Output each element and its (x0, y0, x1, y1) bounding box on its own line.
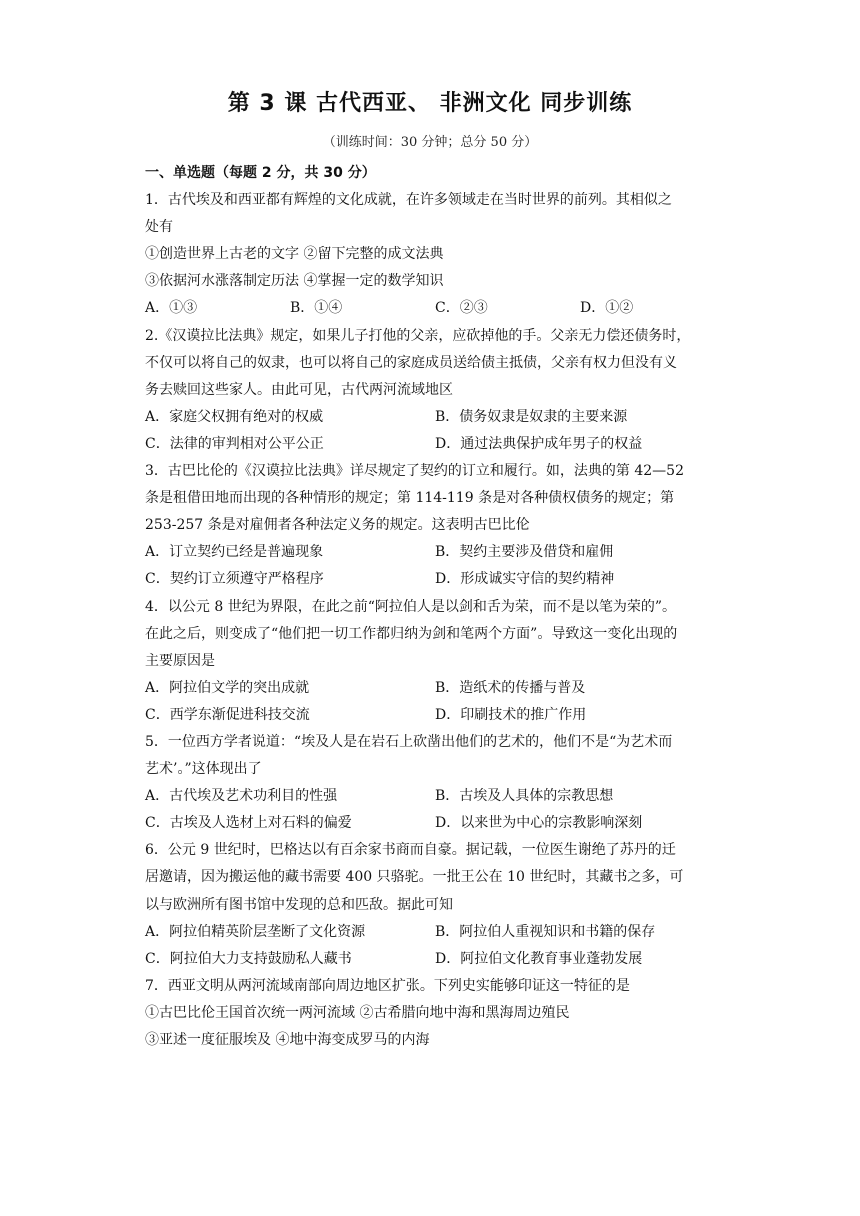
question-stem-line: 以与欧洲所有图书馆中发现的总和匹敌。据此可知 (145, 896, 453, 913)
question-list (145, 160, 725, 1054)
question-stem-line: 务去赎回这些家人。由此可见，古代两河流域地区 (145, 381, 453, 398)
answer-option[interactable]: A．①③ (145, 300, 198, 317)
question-item-line: ①创造世界上古老的文字 ②留下完整的成文法典 (145, 246, 444, 263)
answer-option[interactable]: C．②③ (435, 300, 488, 317)
answer-option[interactable]: D．阿拉伯文化教育事业蓬勃发展 (435, 950, 643, 967)
answer-option[interactable]: A．阿拉伯精英阶层垄断了文化资源 (145, 923, 366, 940)
option-row (145, 539, 725, 566)
question-stem-line: 4．以公元 8 世纪为界限，在此之前“阿拉伯人是以剑和舌为荣，而不是以笔为荣的”。 (145, 598, 677, 615)
option-row (145, 702, 725, 729)
answer-option[interactable]: B．债务奴隶是奴隶的主要来源 (435, 408, 628, 425)
answer-option[interactable]: C．法律的审判相对公平公正 (145, 435, 324, 452)
question-stem-line: 居邀请，因为搬运他的藏书需要 400 只骆驼。一批王公在 10 世纪时，其藏书之多，可 (145, 869, 684, 886)
answer-option[interactable]: C．古埃及人选材上对石料的偏爱 (145, 815, 352, 832)
option-row (145, 431, 725, 458)
question-stem-line: 不仅可以将自己的奴隶，也可以将自己的家庭成员送给债主抵债，父亲有权力但没有义 (145, 354, 677, 371)
answer-option[interactable]: D．以来世为中心的宗教影响深刻 (435, 815, 643, 832)
option-row (145, 946, 725, 973)
question-stem-line: 1．古代埃及和西亚都有辉煌的文化成就，在许多领域走在当时世界的前列。其相似之 (145, 192, 672, 209)
question-stem-line: 5．一位西方学者说道：“埃及人是在岩石上砍凿出他们的艺术的，他们不是“为艺术而 (145, 733, 673, 750)
question-stem-line: 在此之后，则变成了“他们把一切工作都归纳为剑和笔两个方面”。导致这一变化出现的 (145, 625, 678, 642)
answer-option[interactable]: C．契约订立须遵守严格程序 (145, 571, 324, 588)
option-row (145, 566, 725, 593)
question-item-line: ③依据河水涨落制定历法 ④掌握一定的数学知识 (145, 273, 444, 290)
answer-option[interactable]: C．西学东渐促进科技交流 (145, 706, 310, 723)
question-stem-line: 处有 (145, 219, 173, 236)
section-heading: 一、单选题（每题 2 分，共 30 分） (145, 165, 376, 181)
answer-option[interactable]: D．形成诚实守信的契约精神 (435, 571, 615, 588)
answer-option[interactable]: C．阿拉伯大力支持鼓励私人藏书 (145, 950, 352, 967)
question-stem-line: 253-257 条是对雇佣者各种法定义务的规定。这表明古巴比伦 (145, 517, 530, 534)
option-row (145, 404, 725, 431)
question-stem-line: 2.《汉谟拉比法典》规定，如果儿子打他的父亲，应砍掉他的手。父亲无力偿还债务时， (145, 327, 691, 344)
answer-option[interactable]: A．家庭父权拥有绝对的权威 (145, 408, 324, 425)
question-stem-line: 6．公元 9 世纪时，巴格达以有百余家书商而自豪。据记载，一位医生谢绝了苏丹的迁 (145, 842, 676, 859)
option-row (145, 919, 725, 946)
answer-option[interactable]: A．阿拉伯文学的突出成就 (145, 679, 310, 696)
question-stem-line: 主要原因是 (145, 652, 215, 669)
answer-option[interactable]: A．订立契约已经是普遍现象 (145, 544, 324, 561)
question-stem-line: 3．古巴比伦的《汉谟拉比法典》详尽规定了契约的订立和履行。如，法典的第 42—52 (145, 463, 684, 480)
option-row (145, 783, 725, 810)
answer-option[interactable]: D．印刷技术的推广作用 (435, 706, 587, 723)
question-stem-line: 艺术’。”这体现出了 (145, 761, 262, 778)
option-row (145, 810, 725, 837)
question-item-line: ③亚述一度征服埃及 ④地中海变成罗马的内海 (145, 1032, 430, 1048)
answer-option[interactable]: D．①② (580, 300, 634, 317)
option-row (145, 295, 725, 322)
question-item-line: ①古巴比伦王国首次统一两河流域 ②古希腊向地中海和黑海周边殖民 (145, 1004, 570, 1021)
page-subtitle: （训练时间：30 分钟；总分 50 分） (322, 135, 538, 150)
answer-option[interactable]: B．造纸术的传播与普及 (435, 679, 586, 696)
answer-option[interactable]: A．古代埃及艺术功利目的性强 (145, 788, 338, 805)
answer-option[interactable]: B．①④ (290, 300, 343, 317)
answer-option[interactable]: B．契约主要涉及借贷和雇佣 (435, 544, 614, 561)
option-row (145, 675, 725, 702)
answer-option[interactable]: B．古埃及人具体的宗教思想 (435, 788, 614, 805)
question-stem-line: 7．西亚文明从两河流域南部向周边地区扩张。下列史实能够印证这一特征的是 (145, 977, 630, 994)
answer-option[interactable]: D．通过法典保护成年男子的权益 (435, 435, 643, 452)
question-stem-line: 条是租借田地而出现的各种情形的规定；第 114-119 条是对各种债权债务的规定；第 (145, 490, 675, 507)
answer-option[interactable]: B．阿拉伯人重视知识和书籍的保存 (435, 923, 656, 940)
page-title: 第 3 课 古代西亚、 非洲文化 同步训练 (227, 91, 633, 116)
